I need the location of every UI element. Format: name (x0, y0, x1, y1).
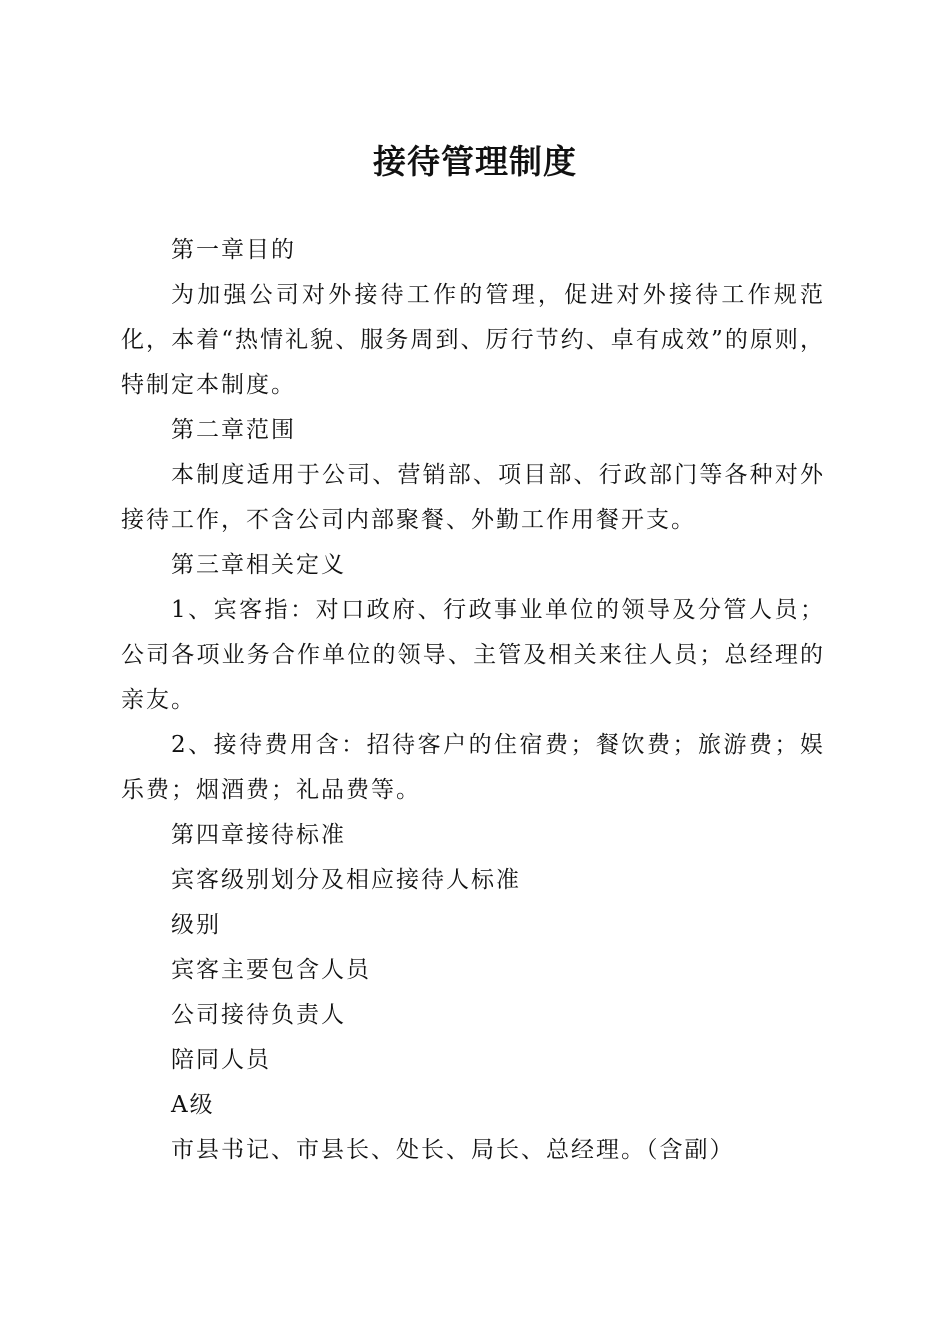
paragraph-definition-guests: 1、宾客指：对口政府、行政事业单位的领导及分管人员；公司各项业务合作单位的领导、主管及相关来往人员；总经理的亲友。 (121, 597, 825, 713)
chapter-heading-purpose: 第一章目的 (171, 237, 296, 263)
chapter-heading-scope: 第二章范围 (171, 417, 296, 443)
table-header-guests: 宾客主要包含人员 (171, 957, 371, 983)
paragraph-scope: 本制度适用于公司、营销部、项目部、行政部门等各种对外接待工作，不含公司内部聚餐、外勤工作用餐开支。 (121, 462, 825, 533)
table-cell-level-a: A级 (171, 1092, 215, 1118)
table-header-host: 公司接待负责人 (171, 1002, 346, 1028)
paragraph-standards-intro: 宾客级别划分及相应接待人标准 (171, 867, 521, 893)
paragraph-definition-expenses: 2、接待费用含：招待客户的住宿费；餐饮费；旅游费；娱乐费；烟酒费；礼品费等。 (121, 732, 825, 803)
chapter-heading-standards: 第四章接待标准 (171, 822, 346, 848)
table-cell-level-a-guests: 市县书记、市县长、处长、局长、总经理。（含副） (171, 1137, 735, 1163)
paragraph-purpose: 为加强公司对外接待工作的管理，促进对外接待工作规范化，本着“热情礼貌、服务周到、厉行节约、卓有成效”的原则，特制定本制度。 (121, 282, 825, 398)
table-header-companions: 陪同人员 (171, 1047, 271, 1073)
table-header-level: 级别 (171, 912, 221, 938)
document-title: 接待管理制度 (373, 142, 577, 181)
chapter-heading-definitions: 第三章相关定义 (171, 552, 346, 578)
document-body (121, 228, 825, 1173)
